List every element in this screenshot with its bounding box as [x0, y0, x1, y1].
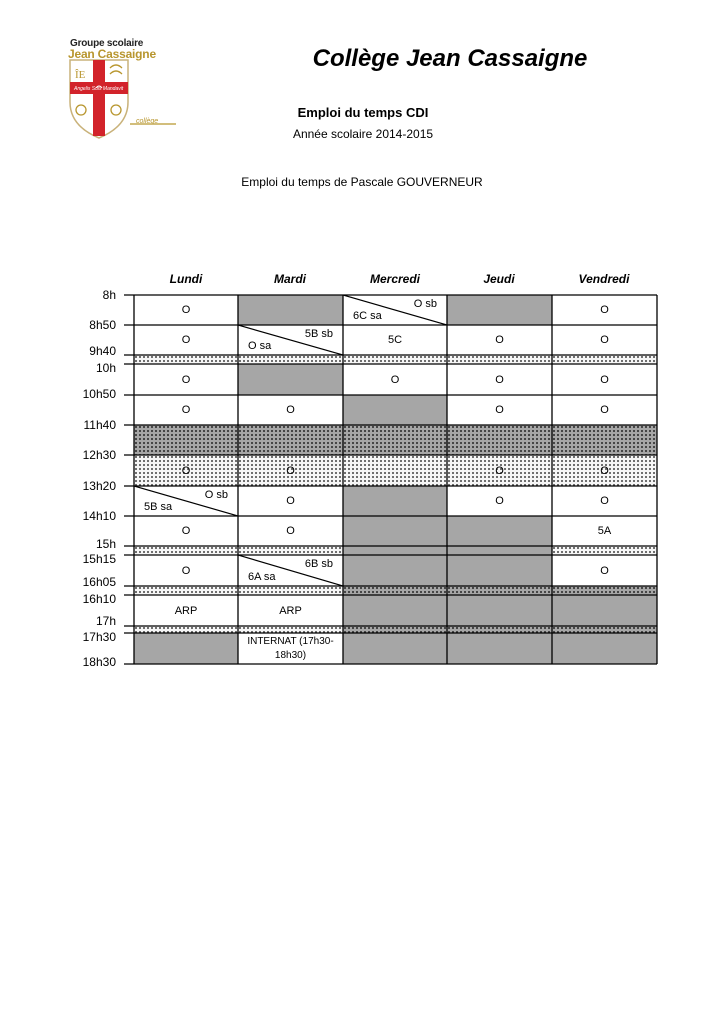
break-slot-busy [552, 626, 657, 633]
slot-cell [134, 364, 238, 395]
break-slot [343, 455, 447, 486]
break-slot [552, 546, 657, 555]
time-label: 10h50 [82, 387, 116, 401]
slot-cell [447, 325, 552, 355]
slot-label: O [286, 404, 295, 416]
slot-label: O [181, 334, 191, 346]
slot-label: O [181, 464, 191, 477]
slot-label: O [181, 373, 191, 386]
busy-slot [343, 555, 447, 586]
time-label: 11h40 [83, 418, 116, 432]
slot-label: O [495, 404, 504, 416]
day-header-vendredi: Vendredi [578, 272, 630, 286]
slot-label: O [181, 564, 191, 577]
time-label: 18h30 [82, 655, 116, 669]
document-title: Emploi du temps CDI [297, 105, 429, 120]
slot-label: 5A [597, 525, 612, 537]
break-slot [552, 355, 657, 364]
split-top-right-label: O sb [413, 298, 437, 310]
split-slot-cell [343, 295, 447, 325]
slot-label: O [495, 464, 504, 477]
time-label: 9h40 [89, 344, 116, 358]
time-label: 17h [95, 614, 116, 628]
slot-label: O [181, 404, 191, 416]
slot-cell [134, 595, 238, 626]
slot-label: O [600, 495, 609, 507]
time-label: 14h10 [82, 509, 116, 523]
break-slot [552, 455, 657, 486]
break-slot-busy [447, 425, 552, 455]
split-top-right-label: 6B sb [304, 558, 333, 570]
slot-label: O [495, 495, 504, 507]
slot-label: O [286, 525, 295, 537]
slot-cell [343, 364, 447, 395]
busy-slot [343, 486, 447, 516]
slot-cell [552, 395, 657, 425]
busy-slot [447, 633, 552, 664]
break-slot-busy [447, 626, 552, 633]
slot-label: O [600, 464, 609, 477]
day-header-mardi: Mardi [273, 272, 306, 286]
break-slot [238, 455, 343, 486]
logo-motto: Angelis Suis Mandavit [74, 86, 124, 92]
slot-cell [552, 325, 657, 355]
slot-label: ARP [174, 604, 198, 617]
slot-cell [134, 516, 238, 546]
busy-slot [552, 595, 657, 626]
busy-slot [447, 295, 552, 325]
busy-slot [238, 364, 343, 395]
split-slot-cell [238, 555, 343, 586]
time-label: 8h50 [89, 318, 116, 332]
break-slot [447, 455, 552, 486]
break-slot-busy [238, 425, 343, 455]
slot-cell [552, 555, 657, 586]
split-top-right-label: O sb [204, 489, 228, 501]
break-slot [238, 546, 343, 555]
slot-cell [552, 486, 657, 516]
break-slot-busy [134, 425, 238, 455]
break-slot [134, 586, 238, 595]
break-slot [134, 455, 238, 486]
break-slot-busy [343, 425, 447, 455]
slot-label: O [495, 334, 504, 346]
break-slot [134, 546, 238, 555]
break-slot [134, 626, 238, 633]
busy-slot [343, 395, 447, 425]
time-label: 8h [102, 288, 116, 302]
slot-label: O [181, 525, 191, 537]
school-year: Année scolaire 2014-2015 [292, 127, 434, 141]
break-slot-busy [447, 586, 552, 595]
slot-label: O [286, 495, 295, 507]
timetable-owner: Emploi du temps de Pascale GOUVERNEUR [241, 175, 483, 189]
split-bottom-left-label: 6C sa [353, 310, 382, 322]
time-label: 17h30 [82, 630, 116, 644]
college-title: Collège Jean Cassaigne [312, 45, 588, 72]
slot-cell [134, 325, 238, 355]
day-header-mercredi: Mercredi [369, 272, 421, 286]
day-header-jeudi: Jeudi [483, 272, 515, 286]
busy-slot [552, 633, 657, 664]
slot-label: O [181, 304, 191, 316]
slot-label: O [600, 564, 609, 577]
slot-label: O [600, 404, 609, 416]
slot-cell [134, 395, 238, 425]
time-label: 12h30 [82, 448, 116, 462]
logo-group-label: Groupe scolaire [70, 38, 144, 49]
slot-label: O [600, 304, 609, 316]
split-top-right-label: 5B sb [304, 328, 333, 340]
busy-slot [238, 295, 343, 325]
slot-cell [238, 633, 343, 664]
split-slot-cell [238, 325, 343, 355]
slot-cell [447, 364, 552, 395]
slot-label: O [600, 373, 609, 386]
break-slot-busy [343, 586, 447, 595]
slot-cell [238, 486, 343, 516]
break-slot [238, 586, 343, 595]
time-label: 16h10 [82, 592, 116, 606]
busy-slot [447, 555, 552, 586]
slot-label: O [286, 464, 295, 477]
busy-slot [447, 595, 552, 626]
slot-cell [447, 486, 552, 516]
busy-slot [134, 633, 238, 664]
time-label: 13h20 [82, 479, 116, 493]
slot-label: 5C [387, 334, 403, 346]
slot-cell [238, 595, 343, 626]
slot-cell [552, 295, 657, 325]
slot-label: ARP [279, 604, 302, 617]
slot-label: O [495, 373, 504, 386]
split-bottom-left-label: 5B sa [144, 501, 173, 513]
break-slot [134, 355, 238, 364]
time-label: 10h [95, 361, 116, 375]
break-slot-busy [552, 586, 657, 595]
break-slot [343, 355, 447, 364]
break-slot-busy [552, 425, 657, 455]
break-slot [238, 626, 343, 633]
busy-slot [343, 595, 447, 626]
day-header-lundi: Lundi [169, 272, 203, 286]
slot-cell [238, 395, 343, 425]
busy-slot [343, 546, 447, 555]
svg-text:ÎE: ÎE [75, 69, 86, 81]
logo-college-label: collège [136, 118, 159, 125]
slot-cell [552, 364, 657, 395]
slot-cell [238, 516, 343, 546]
slot-cell [134, 555, 238, 586]
time-label: 15h [95, 537, 116, 551]
logo-name-label: Jean Cassaigne [68, 47, 156, 61]
slot-cell [447, 395, 552, 425]
split-slot-cell [134, 486, 238, 516]
busy-slot [343, 516, 447, 546]
break-slot-busy [343, 626, 447, 633]
time-label: 15h15 [82, 552, 116, 566]
slot-label: O [600, 334, 609, 346]
split-bottom-left-label: 6A sa [248, 571, 276, 583]
slot-label: INTERNAT (17h30-18h30) [247, 635, 334, 661]
slot-cell [343, 325, 447, 355]
time-label: 16h05 [82, 575, 116, 589]
busy-slot [447, 546, 552, 555]
break-slot [447, 355, 552, 364]
slot-cell [134, 295, 238, 325]
slot-label: O [390, 373, 400, 386]
busy-slot [447, 516, 552, 546]
split-bottom-left-label: O sa [248, 340, 272, 352]
break-slot [238, 355, 343, 364]
busy-slot [343, 633, 447, 664]
slot-cell [552, 516, 657, 546]
